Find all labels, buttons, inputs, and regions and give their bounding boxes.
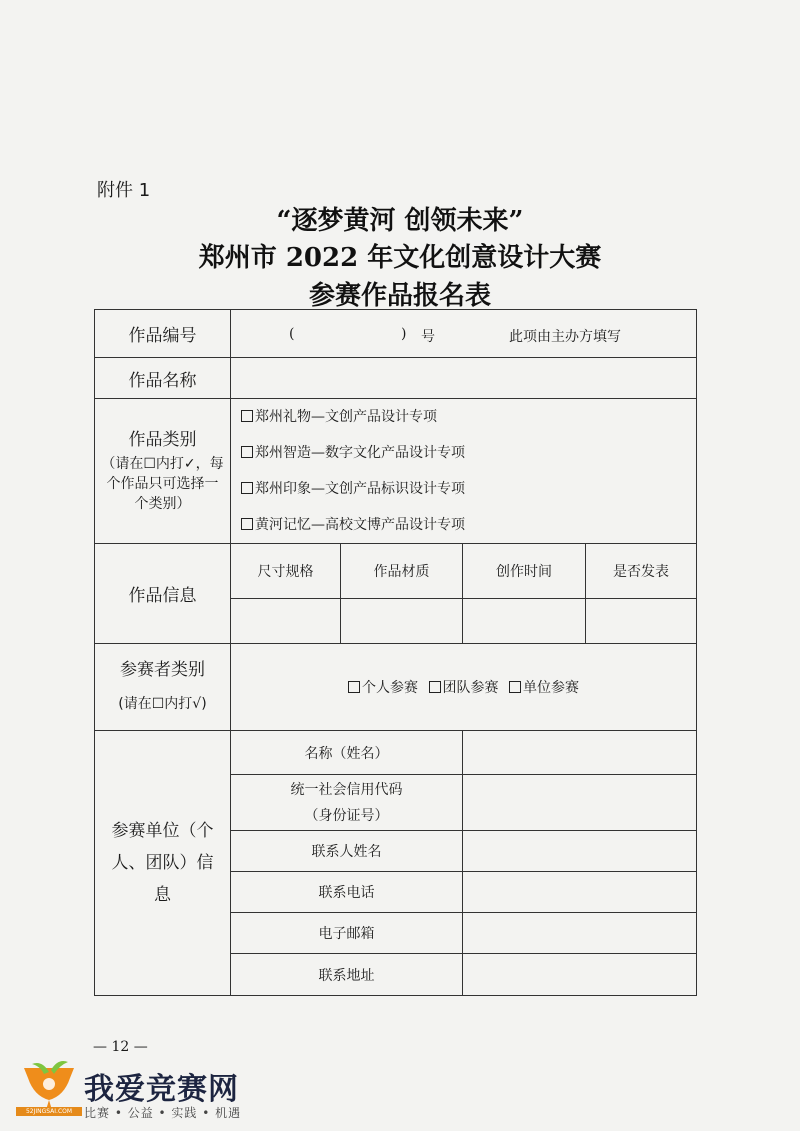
work-name-label: 作品名称: [95, 358, 231, 399]
watermark-slogan: 比赛 • 公益 • 实践 • 机遇: [84, 1106, 242, 1120]
checkbox-icon[interactable]: [241, 410, 253, 422]
work-info-column-size: 尺寸规格: [231, 544, 341, 599]
unit-field-email: 电子邮箱: [231, 913, 463, 954]
work-number-label: 作品编号: [95, 310, 231, 358]
unit-code-input[interactable]: [463, 775, 697, 831]
checkbox-icon[interactable]: [241, 446, 253, 458]
row-participant-type: [95, 644, 697, 731]
participant-option[interactable]: 团队参赛: [429, 680, 499, 696]
work-info-published-input[interactable]: [586, 599, 697, 644]
checkbox-icon[interactable]: [429, 681, 441, 693]
work-number-hao: 号: [421, 329, 435, 345]
unit-address-input[interactable]: [463, 954, 697, 996]
participant-option[interactable]: 个人参赛: [348, 680, 418, 696]
row-work-name: [95, 358, 697, 399]
work-number-open-paren: (: [289, 326, 295, 342]
registration-form-table: [94, 309, 697, 996]
work-category-options: [231, 399, 697, 544]
category-option[interactable]: 郑州印象—文创产品标识设计专项: [241, 471, 696, 507]
page-number: — 12 —: [93, 1039, 148, 1055]
participant-option[interactable]: 单位参赛: [509, 680, 579, 696]
title-form-name: 参赛作品报名表: [308, 281, 491, 311]
work-category-label: 作品类别: [128, 430, 197, 450]
work-info-time-input[interactable]: [463, 599, 586, 644]
work-info-column-material: 作品材质: [341, 544, 463, 599]
work-info-size-input[interactable]: [231, 599, 341, 644]
unit-name-input[interactable]: [463, 731, 697, 775]
participant-unit-label: 参赛单位（个人、团队）信息: [95, 731, 231, 996]
participant-type-note: (请在☐内打√): [118, 696, 207, 712]
category-option[interactable]: 郑州智造—数字文化产品设计专项: [241, 435, 696, 471]
unit-field-code: 统一社会信用代码: [290, 781, 403, 798]
work-info-column-published: 是否发表: [586, 544, 697, 599]
work-info-label: 作品信息: [95, 544, 231, 644]
title-event: 郑州市 2022 年文化创意设计大赛: [198, 243, 602, 273]
work-name-input[interactable]: [231, 358, 697, 399]
title-slogan: “逐梦黄河 创领未来”: [276, 206, 524, 236]
row-work-category: [95, 399, 697, 544]
category-option[interactable]: 郑州礼物—文创产品设计专项: [241, 399, 696, 435]
unit-field-phone: 联系电话: [231, 872, 463, 913]
watermark-url: 52JINGSAI.COM: [16, 1107, 82, 1116]
work-number-field: [231, 310, 697, 358]
checkbox-icon[interactable]: [241, 518, 253, 530]
row-unit-name: [95, 731, 697, 775]
attachment-label: 附件 1: [97, 180, 151, 201]
unit-contact-input[interactable]: [463, 831, 697, 872]
unit-field-name: 名称（姓名）: [231, 731, 463, 775]
row-work-info-header: [95, 544, 697, 599]
watermark-brand: 我爱竞赛网: [84, 1072, 239, 1107]
category-option[interactable]: 黄河记忆—高校文博产品设计专项: [241, 507, 696, 543]
participant-type-label: 参赛者类别: [120, 660, 205, 680]
unit-field-contact: 联系人姓名: [231, 831, 463, 872]
work-number-note: 此项由主办方填写: [509, 329, 621, 345]
participant-type-label-cell: [95, 644, 231, 731]
work-info-column-time: 创作时间: [463, 544, 586, 599]
unit-field-code-cell: [231, 775, 463, 831]
work-category-note: （请在☐内打✓，每个作品只可选择一个类别）: [101, 456, 224, 512]
checkbox-icon[interactable]: [509, 681, 521, 693]
work-info-material-input[interactable]: [341, 599, 463, 644]
row-work-number: [95, 310, 697, 358]
unit-phone-input[interactable]: [463, 872, 697, 913]
participant-type-options: [231, 644, 697, 731]
unit-email-input[interactable]: [463, 913, 697, 954]
work-number-close-paren: ): [401, 326, 407, 342]
checkbox-icon[interactable]: [348, 681, 360, 693]
work-category-label-cell: [95, 399, 231, 544]
unit-field-id: （身份证号）: [304, 807, 389, 824]
unit-field-address: 联系地址: [231, 954, 463, 996]
checkbox-icon[interactable]: [241, 482, 253, 494]
